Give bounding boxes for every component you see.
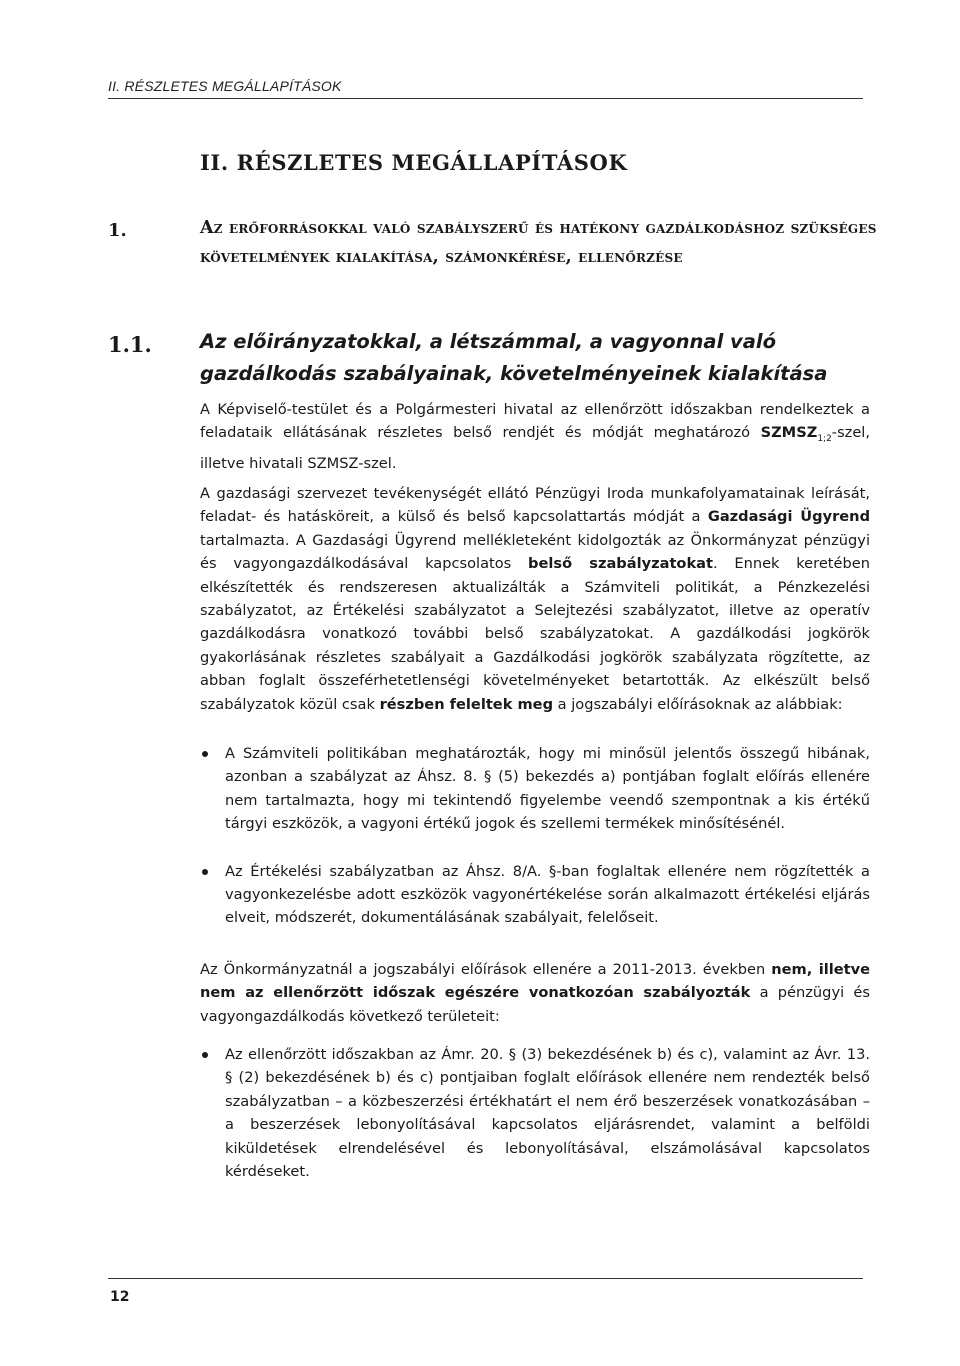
list-item-text: A Számviteli politikában meghatározták, hogy mi minősül jelentős összegű hibának, azonban a szabályzat az Áhsz. 8. § (5) bekezdés a) pontjában foglalt előírás ellenére nem tartalmazta, hogy mi tekintendő figyelembe veendő szempontnak a kis értékű tárgyi eszközök, a vagyoni értékű jogok és szellemi termékek minősítésénél. [225,745,870,833]
section-1-1-number: 1.1. [108,332,152,357]
footer-divider [108,1278,863,1279]
paragraph-1-text-1: A Képviselő-testület és a Polgármesteri hivatal az ellenőrzött időszakban rendelkeztek a feladataik ellátásának részletes belső rendjét és módját meghatározó [200,401,870,442]
list-item-text: Az ellenőrzött időszakban az Ámr. 20. § (3) bekezdésének b) és c), valamint az Ávr. 13. § (2) bekezdésének b) és c) pontjaiban foglalt előírások ellenére nem rendezték belső szabályzatban – a közbeszerzési értékhatárt el nem érő beszerzések vonatkozásában – a beszerzések lebonyolításával kapcsolatos eljárásrendet, valamint a belföldi kiküldetések elrendelésével és lebonyolításával, elszámolásával kapcsolatos kérdéseket. [225,1046,870,1181]
paragraph-3-bold-1: nem, illetve nem az ellenőrzött időszak egészére vonatkozóan szabályozták [200,961,870,1002]
section-1-1-title: Az előirányzatokkal, a létszámmal, a vagyonnal való gazdálkodás szabályainak, követelményeinek kialakítása [200,330,828,385]
paragraph-1 [200,398,870,475]
bullet-icon [202,751,208,757]
list-item [200,860,870,930]
section-1-title: Az erőforrásokkal való szabályszerű és hatékony gazdálkodáshoz szükséges követelmények kialakítása, számonkérése, ellenőrzése [200,218,877,267]
bullet-list-2 [200,1043,870,1183]
list-item [200,1043,870,1183]
paragraph-2-text-1: A gazdasági szervezet tevékenységét ellátó Pénzügyi Iroda munkafolyamatainak leírását, feladat- és hatásköreit, a külső és belső kapcsolattartás módját a [200,485,870,526]
paragraph-1-subscript: 1;2 [817,434,832,445]
paragraph-2-text-3: . Ennek keretében elkészítették és rendszeresen aktualizálták a Számviteli politikát, a Pénzkezelési szabályzatot, az Értékelési szabályzatot a Selejtezési szabályzatot, illetve az operatív gazdálkodásra vonatkozó további belső szabályzatokat. A gazdálkodási jogkörök gyakorlásának részletes szabályait a Gazdálkodási jogkörök szabályzata rögzítette, az abban foglalt összeférhetetlenségi követelményeket betartották. Az elkészült belső szabályzatok közül csak [200,555,870,713]
paragraph-3-text-2: a pénzügyi és vagyongazdálkodás következő területeit: [200,984,870,1025]
paragraph-2-bold-1: Gazdasági Ügyrend [707,508,871,526]
header-divider [108,98,863,99]
paragraph-2-text-2: tartalmazta. A Gazdasági Ügyrend mellékleteként kidolgozták az Önkormányzat pénzügyi és vagyongazdálkodásával kapcsolatos [200,531,870,573]
paragraph-3-text-1: Az Önkormányzatnál a jogszabályi előírások ellenére a 2011-2013. években [200,961,772,978]
page-number: 12 [110,1289,130,1305]
paragraph-2-bold-2: belső szabályzatokat [528,555,713,573]
running-header: II. RÉSZLETES MEGÁLLAPÍTÁSOK [108,78,342,94]
paragraph-1-text-2: -szel, illetve hivatali SZMSZ-szel. [200,424,870,472]
paragraph-1-bold-szmsz: SZMSZ [760,424,818,442]
paragraph-3 [200,958,870,1028]
chapter-title: II. RÉSZLETES MEGÁLLAPÍTÁSOK [200,150,628,175]
paragraph-2-text-4: a jogszabályi előírásoknak az alábbiak: [553,695,843,713]
bullet-icon [202,1052,208,1058]
paragraph-2-bold-3: részben feleltek meg [379,695,554,713]
paragraph-2 [200,482,870,716]
list-item [200,742,870,836]
bullet-list-1 [200,742,870,930]
bullet-icon [202,869,208,875]
list-item-text: Az Értékelési szabályzatban az Áhsz. 8/A. §-ban foglaltak ellenére nem rögzítették a vagyonkezelésbe adott eszközök vagyonértékelése során alkalmazott értékelési eljárás elveit, módszerét, dokumentálásának szabályait, felelőseit. [225,862,870,927]
section-1-number: 1. [108,220,127,241]
